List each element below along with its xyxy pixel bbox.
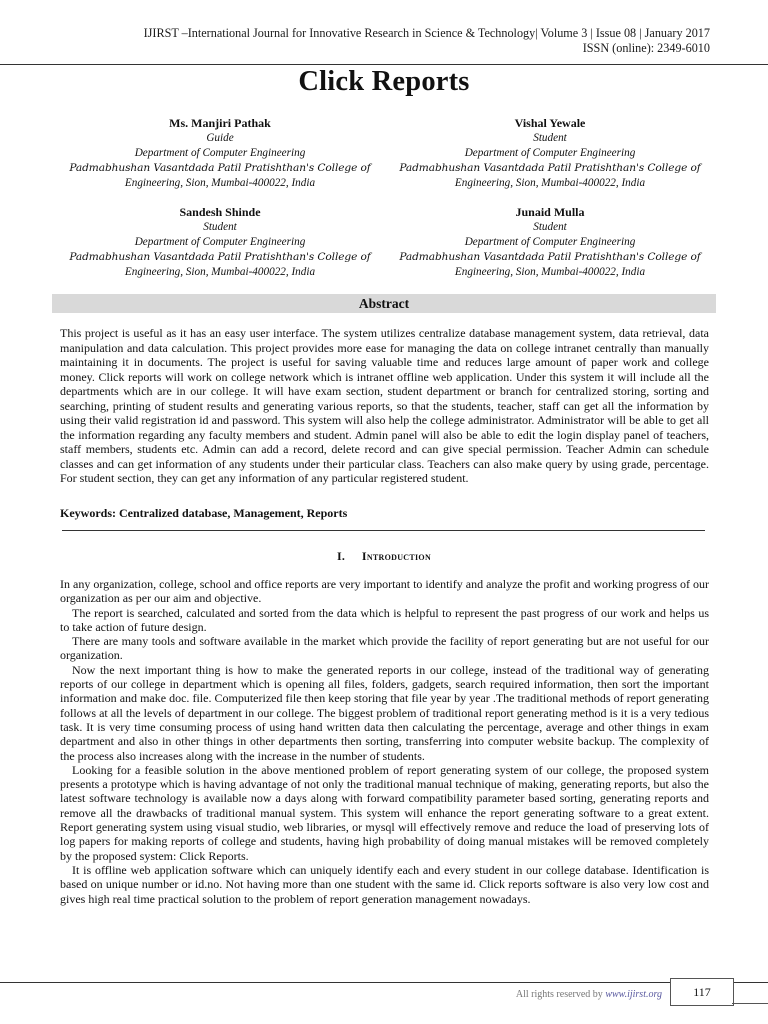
introduction-body xyxy=(60,577,709,906)
journal-line: IJIRST –International Journal for Innovative Research in Science & Technology| Volume 3 | Issue 08 | January 2017 xyxy=(143,26,710,40)
rights-text: All rights reserved by xyxy=(515,989,603,1000)
paragraph: The report is searched, calculated and sorted from the data which is helpful to represent the past progress of our work and helps us to take action of future design. xyxy=(60,605,709,634)
author-city: Engineering, Sion, Mumbai-400022, India xyxy=(124,177,316,189)
author-name: Sandesh Shinde xyxy=(179,205,261,219)
author-college: Padmabhushan Vasantdada Patil Pratishthan's College of xyxy=(399,162,701,174)
author-city: Engineering, Sion, Mumbai-400022, India xyxy=(124,266,316,278)
journal-header xyxy=(144,26,710,56)
paragraph: There are many tools and software available in the market which provide the facility of report generating but are not useful for our organization. xyxy=(60,634,709,663)
paragraph: Now the next important thing is how to make the generated reports in our college, instead of the traditional way of generating reports of our college in department which is opening all files, folders, gadgets, search required information, then sort the important information and make doc. file. Computerized file then keep storing that file year by year .The traditional methods of report generating follows at all the levels of department in our college. The biggest problem of traditional report generating method is it is a very tedious task. It is very time consuming process of using hand written data then calculating the percentage, average and other things in exam department and also in other things in other departments then sorting, transferring into computer website backup. The complexity of the process also increases along with the increase in the number of students. xyxy=(60,662,709,763)
page-number: 117 xyxy=(670,978,734,1006)
author-college: Padmabhushan Vasantdada Patil Pratishthan's College of xyxy=(69,162,371,174)
author-role: Guide xyxy=(206,132,234,144)
footer-rights xyxy=(516,989,662,1000)
author-department: Department of Computer Engineering xyxy=(464,147,636,159)
paragraph: Looking for a feasible solution in the above mentioned problem of report generating system of our college, the proposed system presents a prototype which is having advantage of not only the traditional manual technique of making, generating reports, but also the latest software technology is available now a days along with forward compatibility parameter based sorting, generating reports and remove all the drawbacks of traditional manual system. This system will enhance the report generating software to a great extent. Report generating system using visual studio, web libraries, or mysql will effectively remove and reduce the load of preserving lots of log papers for making reports of college and students, having high probability of doing manual mistakes will be removed completely by the proposed system: Click Reports. xyxy=(60,762,709,863)
journal-site-link[interactable]: www.ijirst.org xyxy=(605,989,662,1000)
section-number: I. xyxy=(336,549,346,563)
paragraph: It is offline web application software which can uniquely identify each and every student in our college database. Identification is based on unique number or id.no. Not having more than one student with the same id. Click reports software is also very low cost and gives high real time practical solution to the problem of report generation management nowadays. xyxy=(60,862,709,906)
author-name: Vishal Yewale xyxy=(514,116,586,130)
author-block xyxy=(380,116,720,191)
author-role: Student xyxy=(533,221,567,233)
section-divider xyxy=(62,530,705,531)
issn-line: ISSN (online): 2349-6010 xyxy=(582,41,710,55)
header-divider xyxy=(0,64,768,65)
author-role: Student xyxy=(533,132,567,144)
author-college: Padmabhushan Vasantdada Patil Pratishthan's College of xyxy=(399,251,701,263)
author-block xyxy=(50,205,390,280)
author-department: Department of Computer Engineering xyxy=(134,147,306,159)
keywords-line: Keywords: Centralized database, Management, Reports xyxy=(60,506,348,520)
paragraph: In any organization, college, school and office reports are very important to identify and analyze the profit and working progress of our organization as per our aim and objective. xyxy=(60,577,710,606)
abstract-body: This project is useful as it has an easy user interface. The system utilizes centralize database management system, data retrieval, data manipulation and data calculation. This project provides more ease for managing the data on college intranet centrally than manually maintaining it in documents. The project is useful for saving valuable time and reduces large amount of paper work and college money. Click reports will work on college network which is intranet offline web application. Under this system it will include all the departments which are in our college. It will have exam section, student department or branch for centralized storing, sorting and searching, printing of student results and generating various reports, so that the students, teacher, staff can get all the information by using their valid registration id and password. This system will also help the college administrator. Administrator will be able to get all the information regarding any faculty members and student. Admin panel will also be able to edit the login display panel of teachers, staff members, students etc. Admin can add a record, delete record and can give special permission. Teacher Admin can schedule classes and can get information of any students under their particular class. Teachers can also make query by using grade, percentage. For student section, they can get any information of any particular registered student. xyxy=(60,326,709,486)
abstract-heading: Abstract xyxy=(52,294,716,313)
author-name: Junaid Mulla xyxy=(515,205,585,219)
author-college: Padmabhushan Vasantdada Patil Pratishthan's College of xyxy=(69,251,371,263)
author-city: Engineering, Sion, Mumbai-400022, India xyxy=(454,266,646,278)
footer-divider xyxy=(0,982,768,983)
section-title: Introduction xyxy=(361,549,432,563)
page-box-tail xyxy=(732,1003,768,1004)
paper-title: Click Reports xyxy=(298,66,470,97)
author-department: Department of Computer Engineering xyxy=(134,236,306,248)
author-role: Student xyxy=(203,221,237,233)
author-name: Ms. Manjiri Pathak xyxy=(169,116,271,130)
section-heading xyxy=(0,549,768,564)
author-department: Department of Computer Engineering xyxy=(464,236,636,248)
author-block xyxy=(380,205,720,280)
author-city: Engineering, Sion, Mumbai-400022, India xyxy=(454,177,646,189)
author-block xyxy=(50,116,390,191)
